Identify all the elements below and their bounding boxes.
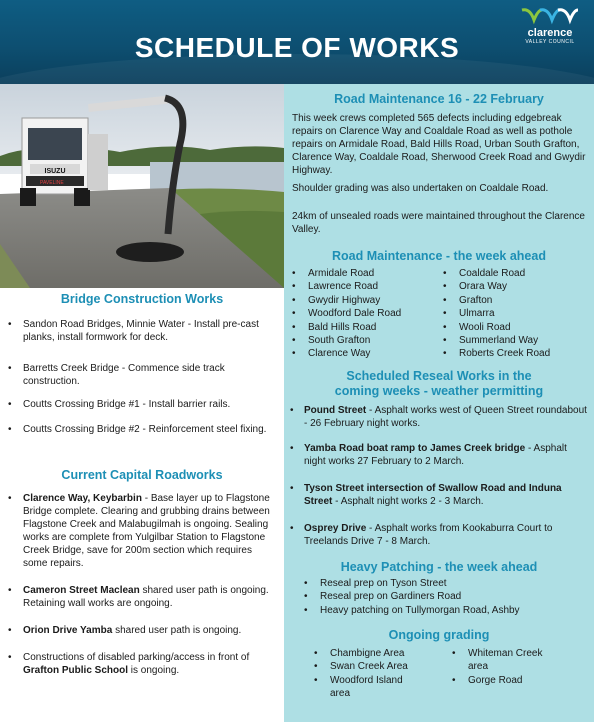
- road-item-label: Grafton: [459, 294, 493, 306]
- bridge-item-text: Barretts Creek Bridge - Commence side track construction.: [23, 363, 225, 387]
- reseal-heading-line2: coming weeks - weather permitting: [334, 384, 544, 398]
- capital-heading: Current Capital Roadworks: [61, 468, 223, 482]
- left-column: [0, 288, 284, 722]
- capital-item-place: Cameron Street Maclean: [23, 585, 140, 596]
- road-item-label: Coaldale Road: [459, 268, 526, 279]
- capital-item-detail: - Base layer up to Flagstone Bridge complete. Clearing and grubbing drains between Flagstone Creek and Malabugilmah is ongoing. Sealing works are complete from Yulgilbar Station to Flagstone Creek Bridge, save for 200m section which requires some repairs.: [23, 493, 270, 569]
- capital-item-place: Clarence Way, Keybarbin: [23, 493, 142, 504]
- capital-item-text: [23, 584, 279, 610]
- patching-item: [304, 590, 590, 603]
- maintenance-paragraph: Shoulder grading was also undertaken on Coaldale Road.: [292, 183, 549, 194]
- patching-item-label: Reseal prep on Gardiners Road: [320, 591, 462, 603]
- capital-item-text: [23, 624, 279, 637]
- reseal-item: [290, 442, 588, 482]
- bullet-icon: •: [292, 335, 296, 347]
- reseal-item: [290, 522, 588, 548]
- road-item: [443, 280, 591, 293]
- bullet-icon: •: [443, 308, 447, 320]
- reseal-heading-line1: Scheduled Reseal Works in the: [346, 369, 532, 383]
- bullet-icon: •: [8, 652, 12, 663]
- bullet-icon: •: [290, 443, 294, 454]
- grading-item-label: Gorge Road: [468, 674, 523, 686]
- logo-subtitle: VALLEY COUNCIL: [525, 39, 575, 45]
- road-item-label: South Grafton: [308, 335, 371, 347]
- bullet-icon: •: [443, 348, 447, 360]
- reseal-item-place: Pound Street: [304, 405, 367, 416]
- bullet-icon: •: [292, 321, 296, 333]
- grading-list-right: [452, 647, 562, 687]
- bullet-icon: •: [452, 674, 456, 686]
- road-item-label: Bald Hills Road: [308, 321, 377, 333]
- road-item: [443, 334, 591, 347]
- bullet-icon: •: [8, 625, 12, 636]
- bullet-icon: •: [443, 294, 447, 306]
- road-item: [443, 321, 591, 334]
- road-item: [292, 321, 442, 334]
- right-panel: [284, 84, 594, 722]
- capital-item-detail: is ongoing.: [128, 665, 180, 676]
- logo-name: clarence: [527, 27, 573, 39]
- bullet-icon: •: [8, 424, 12, 435]
- photo-illustration: [0, 84, 284, 288]
- bullet-icon: •: [8, 399, 12, 410]
- grading-item-label: Chambigne Area: [330, 648, 405, 659]
- road-item-label: Armidale Road: [308, 268, 375, 279]
- bullet-icon: •: [292, 294, 296, 306]
- bullet-icon: •: [443, 268, 447, 279]
- road-item: [292, 334, 442, 347]
- grading-item: [314, 674, 424, 701]
- council-logo: [516, 6, 584, 46]
- grading-item-label: Whiteman Creek area: [468, 648, 543, 673]
- asphalt-truck-photo: [0, 84, 284, 288]
- bridge-heading: Bridge Construction Works: [60, 292, 224, 306]
- capital-item-place: Orion Drive Yamba: [23, 625, 113, 636]
- maintenance-paragraph: This week crews completed 565 defects including edgebreak repairs on Clarence Way and Coaldale Road as well as pothole repairs on Armidale Road, Bald Hills Road, Urban South Grafton, Clarence Way, Coaldale Road, Sherwood Creek Road and Gwydir Highway.: [292, 113, 586, 176]
- reseal-item-place: Tyson Street intersection of Swallow Road and Induna Street: [304, 483, 562, 507]
- patching-item-label: Reseal prep on Tyson Street: [320, 578, 447, 589]
- bullet-icon: •: [443, 281, 447, 293]
- road-item: [443, 267, 591, 280]
- bullet-icon: •: [292, 281, 296, 293]
- bridge-item-text: Coutts Crossing Bridge #2 - Reinforcement steel fixing.: [23, 424, 267, 435]
- bullet-icon: •: [290, 483, 294, 494]
- bullet-icon: •: [452, 648, 456, 659]
- bridge-item-text: Sandon Road Bridges, Minnie Water - Install pre-cast planks, install formwork for deck.: [23, 319, 259, 343]
- bullet-icon: •: [8, 585, 12, 596]
- road-item: [292, 280, 442, 293]
- bridge-item-text: Coutts Crossing Bridge #1 - Install barrier rails.: [23, 399, 231, 410]
- road-item: [443, 347, 591, 360]
- reseal-item: [290, 404, 588, 442]
- reseal-heading: [284, 369, 594, 399]
- reseal-item: [290, 482, 588, 522]
- reseal-item-place: Yamba Road boat ramp to James Creek bridge: [304, 443, 526, 454]
- logo-wave-icon: [520, 6, 580, 26]
- reseal-list: [290, 404, 588, 548]
- reseal-item-detail: - Asphalt works west of Queen Street roundabout - 26 February night works.: [304, 405, 587, 429]
- bullet-icon: •: [443, 321, 447, 333]
- bullet-icon: •: [292, 308, 296, 320]
- grading-item-label: Swan Creek Area: [330, 661, 408, 673]
- road-item-label: Woodford Dale Road: [308, 308, 402, 320]
- patching-item: [304, 604, 590, 617]
- svg-text:ISUZU: ISUZU: [44, 168, 66, 175]
- capital-item-text: [23, 492, 279, 570]
- capital-item-text: [23, 651, 279, 677]
- reseal-item-detail: - Asphalt night works 27 February to 2 March.: [304, 443, 567, 467]
- reseal-item-place: Osprey Drive: [304, 523, 367, 534]
- grading-item-label: Woodford Island area: [330, 674, 403, 700]
- road-item-label: Clarence Way: [308, 348, 371, 360]
- capital-item-place: Grafton Public School: [23, 665, 129, 676]
- patching-heading: Heavy Patching - the week ahead: [340, 560, 538, 574]
- reseal-item-detail: - Asphalt night works 2 - 3 March.: [332, 496, 484, 507]
- bullet-icon: •: [290, 523, 294, 534]
- grading-item: [452, 647, 562, 674]
- bullet-icon: •: [8, 319, 12, 330]
- grading-item: [314, 647, 446, 660]
- bullet-icon: •: [314, 648, 318, 659]
- bullet-icon: •: [304, 604, 308, 616]
- road-item: [443, 294, 591, 307]
- bullet-icon: •: [304, 591, 308, 603]
- bullet-icon: •: [8, 363, 12, 374]
- road-item: [292, 294, 442, 307]
- road-item: [292, 307, 442, 320]
- page-title: SCHEDULE OF WORKS: [134, 32, 460, 63]
- road-item-label: Roberts Creek Road: [459, 348, 551, 360]
- road-item: [292, 267, 442, 280]
- bullet-icon: •: [8, 493, 12, 504]
- patching-item: [304, 577, 590, 590]
- grading-list-left: [314, 647, 446, 701]
- road-item-label: Gwydir Highway: [308, 294, 381, 306]
- ahead-heading: Road Maintenance - the week ahead: [332, 249, 546, 263]
- patching-item-label: Heavy patching on Tullymorgan Road, Ashby: [320, 604, 520, 616]
- road-item-label: Lawrence Road: [308, 281, 379, 293]
- bullet-icon: •: [304, 578, 308, 589]
- capital-item-detail: shared user path is ongoing.: [112, 625, 242, 636]
- grading-item: [314, 660, 446, 673]
- capital-item-pre: Constructions of disabled parking/access in front of: [23, 652, 250, 663]
- bullet-icon: •: [314, 674, 318, 686]
- grading-heading: Ongoing grading: [388, 628, 490, 642]
- road-item: [443, 307, 591, 320]
- ahead-list-left: [292, 267, 442, 361]
- bullet-icon: •: [443, 335, 447, 347]
- maintenance-heading: Road Maintenance 16 - 22 February: [334, 92, 544, 106]
- reseal-item-detail: - Asphalt works from Kookaburra Court to Treelands Drive 7 - 8 March.: [304, 523, 553, 547]
- road-item-label: Orara Way: [459, 281, 507, 293]
- maintenance-paragraph: 24km of unsealed roads were maintained throughout the Clarence Valley.: [292, 211, 585, 235]
- patching-list: [304, 577, 590, 617]
- capital-item-detail: shared user path is ongoing. Retaining wall works are ongoing.: [23, 585, 269, 609]
- road-item: [292, 347, 442, 360]
- ahead-list-right: [443, 267, 591, 361]
- bullet-icon: •: [314, 661, 318, 673]
- header-banner: [0, 0, 594, 84]
- svg-text:PAVELINE: PAVELINE: [40, 180, 64, 186]
- bullet-icon: •: [290, 405, 294, 416]
- bullet-icon: •: [292, 268, 296, 279]
- bullet-icon: •: [292, 348, 296, 360]
- grading-item: [452, 674, 562, 687]
- road-item-label: Wooli Road: [459, 321, 511, 333]
- road-item-label: Summerland Way: [459, 335, 539, 347]
- road-item-label: Ulmarra: [459, 308, 495, 320]
